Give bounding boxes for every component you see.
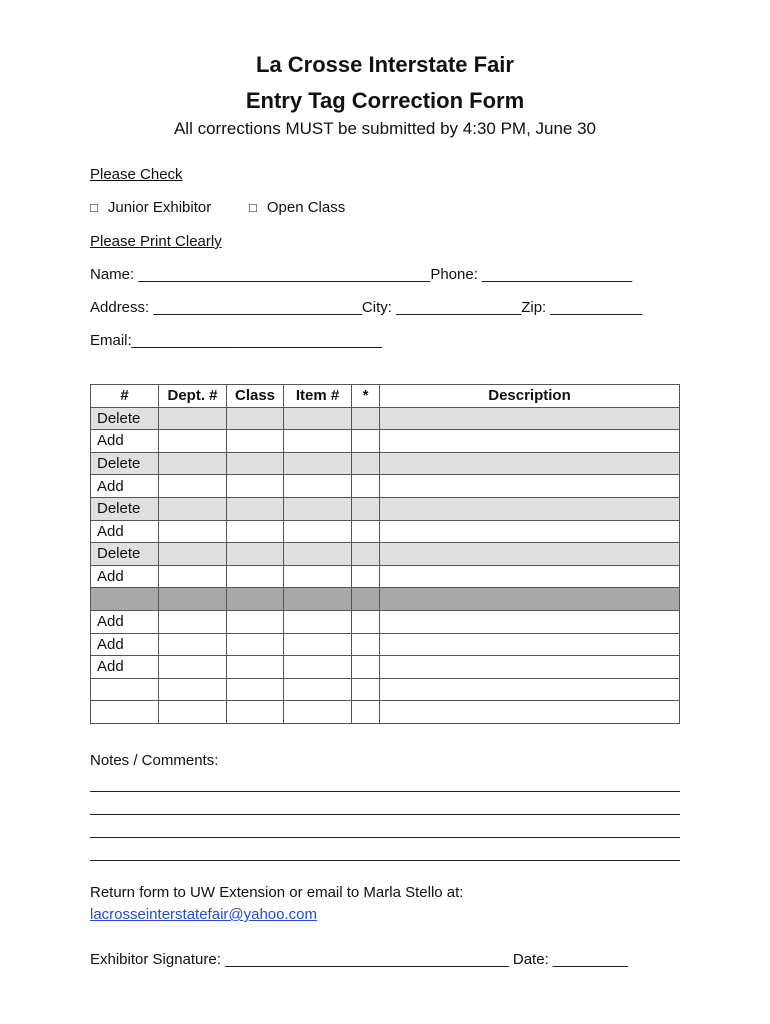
description-cell[interactable] — [380, 543, 680, 566]
class-cell[interactable] — [227, 430, 284, 453]
dept-cell[interactable] — [159, 610, 227, 633]
description-cell[interactable] — [380, 452, 680, 475]
star-cell[interactable] — [352, 452, 380, 475]
table-row — [91, 656, 680, 679]
table-row — [91, 588, 680, 611]
table-row — [91, 497, 680, 520]
col-header-description: Description — [380, 385, 680, 408]
notes-line[interactable] — [90, 791, 680, 792]
class-cell[interactable] — [227, 497, 284, 520]
star-cell[interactable] — [352, 610, 380, 633]
class-cell[interactable] — [227, 701, 284, 724]
col-header-dept: Dept. # — [159, 385, 227, 408]
option-junior-exhibitor-label: Junior Exhibitor — [107, 199, 212, 216]
description-cell[interactable] — [380, 520, 680, 543]
please-print-label: Please Print Clearly — [90, 233, 222, 250]
form-subtitle: All corrections MUST be submitted by 4:30 PM, June 30 — [173, 119, 597, 138]
class-cell[interactable] — [227, 543, 284, 566]
item-cell[interactable] — [284, 701, 352, 724]
item-cell[interactable] — [284, 497, 352, 520]
table-row — [91, 475, 680, 498]
class-cell[interactable] — [227, 588, 284, 611]
row-action-cell: Add — [91, 565, 159, 588]
row-action-cell: Add — [91, 475, 159, 498]
description-cell[interactable] — [380, 430, 680, 453]
col-header-star: * — [352, 385, 380, 408]
dept-cell[interactable] — [159, 452, 227, 475]
class-cell[interactable] — [227, 452, 284, 475]
row-action-cell: Delete — [91, 407, 159, 430]
description-cell[interactable] — [380, 497, 680, 520]
item-cell[interactable] — [284, 588, 352, 611]
table-row — [91, 407, 680, 430]
dept-cell[interactable] — [159, 475, 227, 498]
dept-cell[interactable] — [159, 588, 227, 611]
dept-cell[interactable] — [159, 701, 227, 724]
address-city-zip-field[interactable]: Address: _________________________City: _______________Zip: ___________ — [90, 299, 643, 316]
star-cell[interactable] — [352, 497, 380, 520]
star-cell[interactable] — [352, 701, 380, 724]
item-cell[interactable] — [284, 656, 352, 679]
notes-label: Notes / Comments: — [90, 752, 219, 769]
description-cell[interactable] — [380, 407, 680, 430]
row-action-cell — [91, 701, 159, 724]
dept-cell[interactable] — [159, 656, 227, 679]
signature-date-field[interactable]: Exhibitor Signature: __________________________________ Date: _________ — [90, 951, 628, 968]
item-cell[interactable] — [284, 633, 352, 656]
item-cell[interactable] — [284, 678, 352, 701]
option-open-class[interactable] — [249, 199, 345, 216]
description-cell[interactable] — [380, 565, 680, 588]
class-cell[interactable] — [227, 475, 284, 498]
table-row — [91, 610, 680, 633]
name-phone-field[interactable]: Name: ___________________________________Phone: __________________ — [90, 266, 633, 283]
table-row — [91, 543, 680, 566]
please-check-label: Please Check — [90, 166, 183, 183]
dept-cell[interactable] — [159, 407, 227, 430]
entry-table — [90, 384, 680, 724]
row-action-cell: Add — [91, 430, 159, 453]
row-action-cell — [91, 678, 159, 701]
table-row — [91, 633, 680, 656]
description-cell[interactable] — [380, 475, 680, 498]
checkbox-icon[interactable]: □ — [90, 200, 98, 215]
star-cell[interactable] — [352, 407, 380, 430]
item-cell[interactable] — [284, 430, 352, 453]
notes-line[interactable] — [90, 860, 680, 861]
row-action-cell: Delete — [91, 452, 159, 475]
star-cell[interactable] — [352, 543, 380, 566]
table-row — [91, 678, 680, 701]
option-open-class-label: Open Class — [266, 199, 346, 216]
description-cell[interactable] — [380, 656, 680, 679]
dept-cell[interactable] — [159, 520, 227, 543]
row-action-cell: Delete — [91, 543, 159, 566]
row-action-cell: Add — [91, 610, 159, 633]
dept-cell[interactable] — [159, 565, 227, 588]
table-row — [91, 520, 680, 543]
dept-cell[interactable] — [159, 543, 227, 566]
star-cell[interactable] — [352, 588, 380, 611]
item-cell[interactable] — [284, 407, 352, 430]
star-cell[interactable] — [352, 678, 380, 701]
description-cell[interactable] — [380, 678, 680, 701]
description-cell[interactable] — [380, 701, 680, 724]
class-cell[interactable] — [227, 565, 284, 588]
row-action-cell: Add — [91, 633, 159, 656]
class-cell[interactable] — [227, 678, 284, 701]
notes-line[interactable] — [90, 814, 680, 815]
notes-line[interactable] — [90, 837, 680, 838]
row-action-cell — [91, 588, 159, 611]
dept-cell[interactable] — [159, 430, 227, 453]
star-cell[interactable] — [352, 520, 380, 543]
form-title-line2: Entry Tag Correction Form — [245, 88, 525, 113]
dept-cell[interactable] — [159, 678, 227, 701]
col-header-class: Class — [227, 385, 284, 408]
dept-cell[interactable] — [159, 633, 227, 656]
dept-cell[interactable] — [159, 497, 227, 520]
item-cell[interactable] — [284, 543, 352, 566]
item-cell[interactable] — [284, 565, 352, 588]
description-cell[interactable] — [380, 633, 680, 656]
description-cell[interactable] — [380, 610, 680, 633]
table-header-row — [91, 385, 680, 408]
item-cell[interactable] — [284, 520, 352, 543]
checkbox-icon[interactable]: □ — [249, 200, 257, 215]
class-cell[interactable] — [227, 520, 284, 543]
description-cell[interactable] — [380, 588, 680, 611]
class-cell[interactable] — [227, 633, 284, 656]
item-cell[interactable] — [284, 610, 352, 633]
star-cell[interactable] — [352, 656, 380, 679]
item-cell[interactable] — [284, 475, 352, 498]
table-row — [91, 430, 680, 453]
email-link[interactable]: lacrosseinterstatefair@yahoo.com — [90, 906, 317, 923]
email-field[interactable]: Email:______________________________ — [90, 332, 382, 349]
item-cell[interactable] — [284, 452, 352, 475]
row-action-cell: Add — [91, 656, 159, 679]
star-cell[interactable] — [352, 430, 380, 453]
class-cell[interactable] — [227, 656, 284, 679]
class-cell[interactable] — [227, 407, 284, 430]
table-row — [91, 452, 680, 475]
col-header-item: Item # — [284, 385, 352, 408]
option-junior-exhibitor[interactable] — [90, 199, 211, 216]
return-instructions: Return form to UW Extension or email to Marla Stello at: — [90, 884, 464, 901]
star-cell[interactable] — [352, 633, 380, 656]
star-cell[interactable] — [352, 565, 380, 588]
star-cell[interactable] — [352, 475, 380, 498]
table-row — [91, 565, 680, 588]
form-title-line1: La Crosse Interstate Fair — [256, 52, 514, 77]
class-cell[interactable] — [227, 610, 284, 633]
table-row — [91, 701, 680, 724]
row-action-cell: Delete — [91, 497, 159, 520]
row-action-cell: Add — [91, 520, 159, 543]
col-header-number: # — [91, 385, 159, 408]
